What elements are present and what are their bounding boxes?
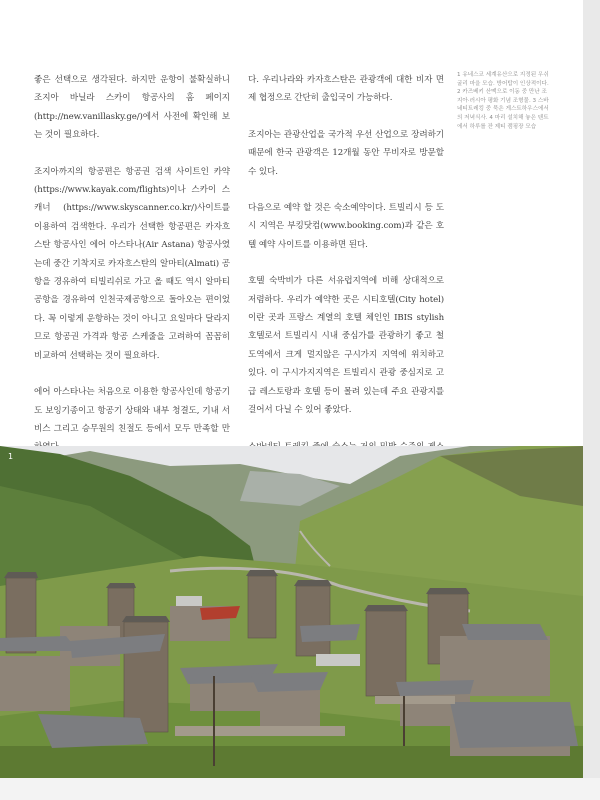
photo-caption: 1 유네스코 세계유산으로 지정된 우쉬굴리 마을 모습. 방어탑이 인상적이다. 2 카즈베키 산맥으로 이동 중 만난 조지아·러시아 평화 기념 조형물. 3 스바네티트레킹 중 묵은 게스트하우스에서의 저녁식사. 4 마리 설치해 놓은 텐트에서 하루를 잔 제티 캠핑장 모습 (457, 72, 549, 130)
paragraph: 다음으로 예약 할 것은 숙소예약이다. 트빌리시 등 도시 지역은 부킹닷컴(www.booking.com)과 같은 호텔 예약 사이트를 이용하면 된다. (248, 203, 444, 250)
page-edge (583, 0, 600, 800)
village-photo (0, 446, 583, 778)
paragraph: 조지아는 관광산업을 국가적 우선 산업으로 장려하기 때문에 한국 관광객은 12개월 동안 무비자로 방문할 수 있다. (248, 129, 444, 177)
paragraph: 에어 아스타나는 처음으로 이용한 항공사인데 항공기도 보잉기종이고 항공기 상태와 내부 청결도, 기내 서비스 그리고 승무원의 친절도 등에서 모두 만족할 만 (34, 387, 230, 434)
paragraph: 다. 우리나라와 카자흐스탄은 관광객에 대한 비자 면제 협정으로 간단히 출입국이 가능하다. (248, 75, 444, 104)
page-bottom-margin (0, 778, 600, 800)
paragraph: 조지아까지의 항공편은 항공권 검색 사이트인 카약(https://www.kayak.com/flights)이나 스카이 스캐너 (https://www.skyscanner.co.kr/)사이트를 이용하여 검색한다. 우리가 선택한 항공편은 카자흐스탄 항공사인 에어 아스타나(Air Astana) 항공사였는데 중간 기착지로 카자흐스탄의 알마티(Almati) 공항을 경유하여 티빌리쉬로 가고 올 때도 역시 알마티 공항을 경유하여 인천국제공항으로 돌아오는 편이었다. 꼭 이렇게 운항하는 것이 아니고 요일마다 달라지므로 항공권 가격과 항공 스케줄을 고려하여 꼼꼼히 비교하여 선택하는 것이 필요하다. (34, 166, 230, 361)
paragraph: 좋은 선택으로 생각된다. 하지만 운항이 불확실하니 조지아 바닐라 스카이 항공사의 홈 페이지(http://new.vanillasky.ge/)에서 사전에 확인해 보는 것이 필요하다. (34, 75, 230, 141)
photo-number: 1 (8, 452, 14, 461)
paragraph: 호텔 숙박비가 다른 서유럽지역에 비해 상대적으로 저렴하다. 우리가 예약한 곳은 시티호텔(City hotel)이란 곳과 프랑스 계열의 호텔 체인인 IBIS stylish 호텔로서 트빌리시 시내 중심가를 관광하기 좋고 철도역에서 크게 멀지않은 구시가지 지역에 위치하고 있다. 이 구시가지지역은 트빌리시 관광 중심지로 고급 레스토랑과 호텔 등이 몰려 있는데 주요 관광지를 걸어서 다닐 수 있어 좋았다. (248, 276, 444, 416)
